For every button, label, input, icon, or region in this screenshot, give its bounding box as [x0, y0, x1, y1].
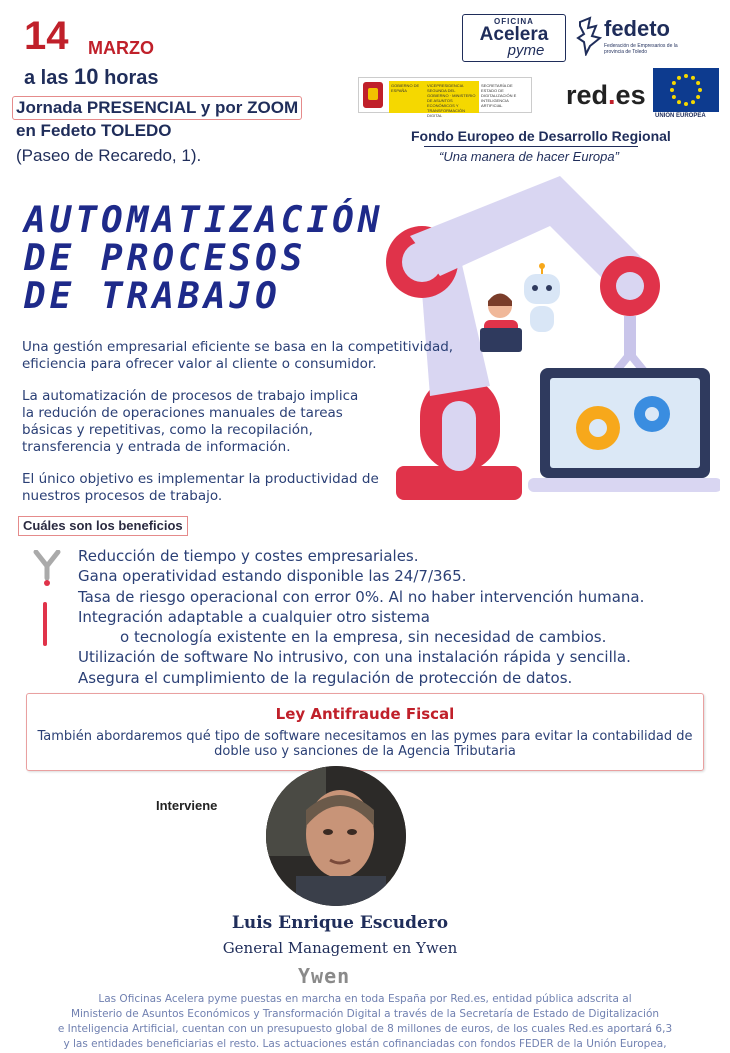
fiscal-box: [26, 693, 704, 771]
gov-label-1: GOBIERNO DE ESPAÑA: [389, 81, 427, 113]
time-hour: 10: [74, 64, 99, 89]
orange-gear-icon: [576, 406, 620, 450]
benefit-item: Integración adaptable a cualquier otro sistema: [78, 607, 430, 626]
speaker-intro: Interviene: [156, 798, 218, 813]
intro-paragraph-2: La automatización de procesos de trabajo implica la redución de operaciones manuales de tareas básicas y repetitivas, como la recopilación, transferencia y entrada de información.: [22, 388, 359, 455]
eu-star-icon: [672, 95, 676, 99]
person-laptop: [480, 328, 522, 352]
eu-star-icon: [691, 100, 695, 104]
fiscal-text: También abordaremos qué tipo de software necesitamos en las pymes para evitar la contabilidad de doble uso y sanciones de la Agencia Tributaria: [37, 729, 693, 759]
eu-star-icon: [670, 88, 674, 92]
eu-star-icon: [672, 81, 676, 85]
acelera-line3: pyme: [507, 42, 545, 59]
footer-line: Ministerio de Asuntos Económicos y Transformación Digital a través de la Secretaría de Estado de Digitalización: [70, 1008, 660, 1020]
eu-star-icon: [684, 74, 688, 78]
redes-dot: .: [608, 80, 616, 110]
title-line-3: DE TRABAJO: [24, 276, 281, 317]
benefit-item: Asegura el cumplimiento de la regulación de protección de datos.: [78, 668, 573, 687]
laptop-base: [528, 478, 720, 492]
blue-gear-icon: [634, 396, 670, 432]
feder-slogan: “Una manera de hacer Europa”: [439, 149, 619, 164]
fiscal-title: Ley Antifraude Fiscal: [275, 705, 455, 723]
speaker-name: Luis Enrique Escudero: [231, 913, 449, 933]
fedeto-mark-icon: [576, 16, 602, 56]
eu-label: UNIÓN EUROPEA: [655, 113, 706, 119]
ywen-logo: Ywen: [298, 964, 351, 988]
event-venue: en Fedeto TOLEDO: [16, 121, 172, 140]
time-suffix: horas: [104, 67, 159, 89]
fedeto-name: fedeto: [604, 16, 670, 41]
gobierno-logo: [358, 77, 532, 118]
footer-disclaimer: [0, 992, 730, 1052]
benefit-item: Utilización de software No intrusivo, con una instalación rápida y sencilla.: [78, 648, 631, 667]
event-month: MARZO: [88, 38, 154, 58]
footer-line: e Inteligencia Artificial, cuentan con un presupuesto global de 8 millones de euros, de los cuales Red.es aportará 6,3: [57, 1023, 673, 1035]
event-time: [24, 64, 159, 90]
assistant-robot: [524, 274, 560, 304]
redes-c: es: [615, 80, 646, 110]
main-title: [24, 202, 383, 316]
eu-star-icon: [698, 88, 702, 92]
benefits-list: [78, 546, 644, 688]
benefit-item: Gana operatividad estando disponible las 24/7/365.: [78, 567, 467, 586]
benefit-item-continued: o tecnología existente en la empresa, sin necesidad de cambios.: [120, 628, 607, 647]
acelera-pyme-logo: [462, 14, 566, 62]
eu-star-icon: [677, 76, 681, 80]
benefits-accent-bar: [43, 602, 47, 646]
benefits-label: Cuáles son los beneficios: [18, 516, 188, 536]
acelera-line2: Acelera: [479, 24, 549, 45]
eu-star-icon: [684, 102, 688, 106]
footer-line: Las Oficinas Acelera pyme puestas en marcha en toda España por Red.es, entidad pública adscrita al: [98, 993, 632, 1005]
time-prefix: a las: [24, 67, 69, 89]
event-address: (Paseo de Recaredo, 1).: [16, 146, 202, 165]
speaker-photo: [266, 766, 406, 906]
eu-flag-icon: [653, 68, 719, 112]
speaker-role: General Management en Ywen: [222, 939, 458, 957]
intro-paragraph-1: Una gestión empresarial eficiente se basa en la competitividad, eficiencia para ofrecer valor al cliente o consumidor.: [22, 339, 454, 372]
event-day: 14: [24, 14, 69, 58]
redes-a: red: [566, 80, 609, 110]
gov-label-3: SECRETARÍA DE ESTADO DE DIGITALIZACIÓN E INTELIGENCIA ARTIFICIAL: [481, 83, 517, 108]
feder-title: Fondo Europeo de Desarrollo Regional: [411, 128, 671, 144]
footer-line: y las entidades beneficiarias el resto. Las actuaciones están cofinanciadas con fondos FEDER de la Unión Europea,: [63, 1038, 667, 1050]
spain-shield-icon: [363, 82, 383, 108]
event-mode: Jornada PRESENCIAL y por ZOOM: [12, 96, 302, 120]
intro-paragraph-3: El único objetivo es implementar la productividad de nuestros procesos de trabajo.: [22, 471, 379, 504]
title-line-2: DE PROCESOS: [24, 238, 307, 279]
redes-logo: [566, 80, 646, 111]
eu-star-icon: [696, 81, 700, 85]
eu-star-icon: [696, 95, 700, 99]
gov-label-2: VICEPRESIDENCIA SEGUNDA DEL GOBIERNO · MINISTERIO DE ASUNTOS ECONÓMICOS Y TRANSFORMACIÓN DIGITAL: [425, 81, 479, 113]
fedeto-logo: [576, 16, 696, 60]
benefit-item: Reducción de tiempo y costes empresariales.: [78, 547, 419, 565]
feder-divider: [424, 146, 638, 147]
title-line-1: AUTOMATIZACIÓN: [24, 200, 384, 241]
acelera-line1: OFICINA: [494, 17, 534, 26]
eu-star-icon: [677, 100, 681, 104]
fedeto-sub: Federación de Empresarios de la provincia de Toledo: [604, 43, 678, 55]
eu-star-icon: [691, 76, 695, 80]
benefits-y-icon: [32, 550, 62, 586]
benefit-item: Tasa de riesgo operacional con error 0%. Al no haber intervención humana.: [78, 587, 645, 606]
